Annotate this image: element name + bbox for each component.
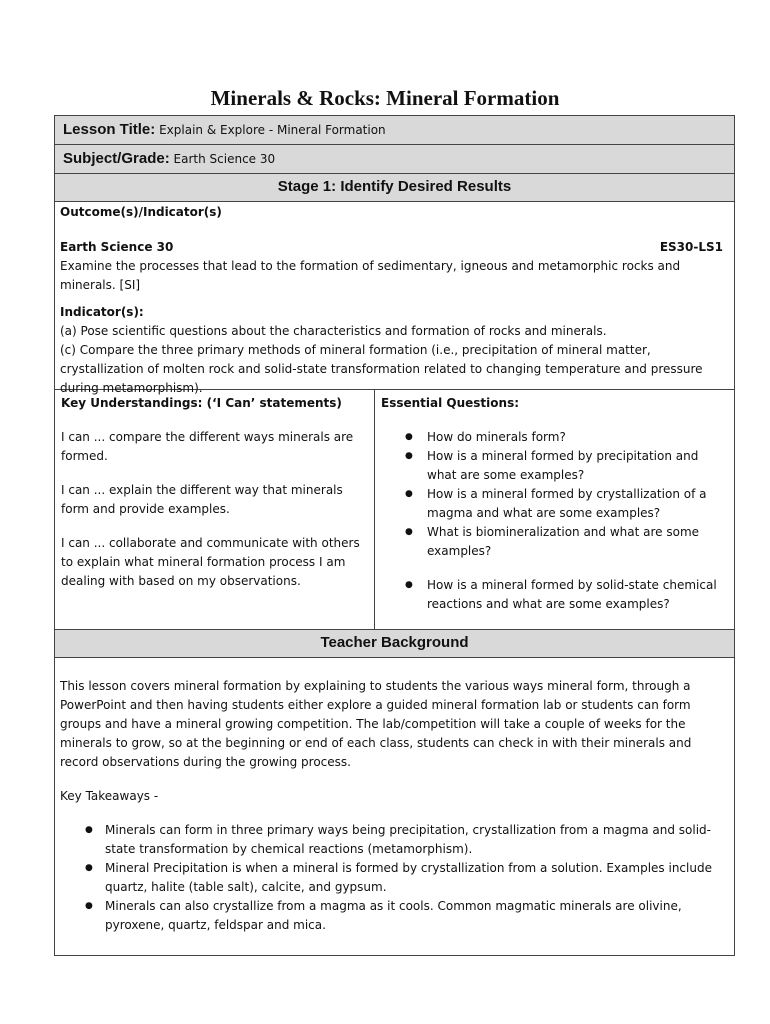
key-takeaways-list [60,821,729,935]
teacher-background-heading: Teacher Background [55,630,734,658]
essential-questions-label: Essential Questions: [381,396,520,410]
outcome-text: minerals. [SI] [60,278,141,292]
list-item: ● How do minerals form? [381,428,728,447]
subject-grade-row [55,145,734,174]
essential-questions-cell [375,390,734,629]
indicator-item: crystallization of molten rock and solid-state transformation related to changing temperature and pressure [60,362,703,376]
outcome-header [60,238,729,257]
lesson-title-row [55,116,734,145]
list-item: ● Minerals can also crystallize from a magma as it cools. Common magmatic minerals are olivine, pyroxene, quartz, feldspar and mica. [60,897,729,935]
key-understandings-label: Key Understandings: (‘I Can’ statements) [61,396,342,410]
indicator-item: (a) Pose scientific questions about the characteristics and formation of rocks and minerals. [60,324,607,338]
understandings-questions-row [55,390,734,630]
document-title: Minerals & Rocks: Mineral Formation [210,86,560,110]
background-paragraph: This lesson covers mineral formation by explaining to students the various ways mineral form, through a PowerPoint and then having students either explore a guided mineral formation lab or students can form groups and have a mineral growing competition. The lab/competition will take a couple of weeks for the minerals to grow, so at the beginning or end of each class, students can check in with their minerals and record observations during the growing process. [60,679,692,769]
indicators-label: Indicator(s): [60,305,144,319]
lesson-title-value: Explain & Explore - Mineral Formation [159,123,386,137]
course-name: Earth Science 30 [60,240,174,254]
indicator-item: (c) Compare the three primary methods of mineral formation (i.e., precipitation of mineral matter, [60,343,651,357]
outcomes-label: Outcome(s)/Indicator(s) [60,205,222,219]
lesson-title-label: Lesson Title: [63,121,156,138]
outcomes-section [55,202,734,395]
outcome-code: ES30-LS1 [659,240,723,254]
i-can-statement: I can ... explain the different way that minerals form and provide examples. [61,483,343,516]
list-item: ● Minerals can form in three primary ways being precipitation, crystallization from a magma and solid- state transformation by chemical reactions (metamorphism). [60,821,729,859]
subject-grade-value: Earth Science 30 [173,152,276,166]
key-understandings-cell [55,390,375,629]
i-can-statement: I can ... collaborate and communicate with others to explain what mineral formation process I am dealing with based on my observations. [61,536,360,588]
list-item: ● What is biomineralization and what are some examples? [381,523,728,561]
subject-grade-label: Subject/Grade: [63,150,170,167]
essential-questions-list [381,428,728,614]
list-item: ● How is a mineral formed by solid-state chemical reactions and what are some examples? [381,576,728,614]
teacher-background-section [55,658,734,956]
key-takeaways-label: Key Takeaways - [60,789,159,803]
i-can-statement: I can ... compare the different ways minerals are formed. [61,430,354,463]
list-item: ● How is a mineral formed by precipitation and what are some examples? [381,447,728,485]
lesson-plan-table [54,115,735,956]
indicator-item: during metamorphism). [60,381,203,395]
list-item: ● How is a mineral formed by crystallization of a magma and what are some examples? [381,485,728,523]
list-item: ● Mineral Precipitation is when a mineral is formed by crystallization from a solution. Examples include quartz, halite (table salt), calcite, and gypsum. [60,859,729,897]
stage1-heading: Stage 1: Identify Desired Results [55,174,734,202]
outcome-text: Examine the processes that lead to the formation of sedimentary, igneous and metamorphic rocks and [60,259,681,273]
